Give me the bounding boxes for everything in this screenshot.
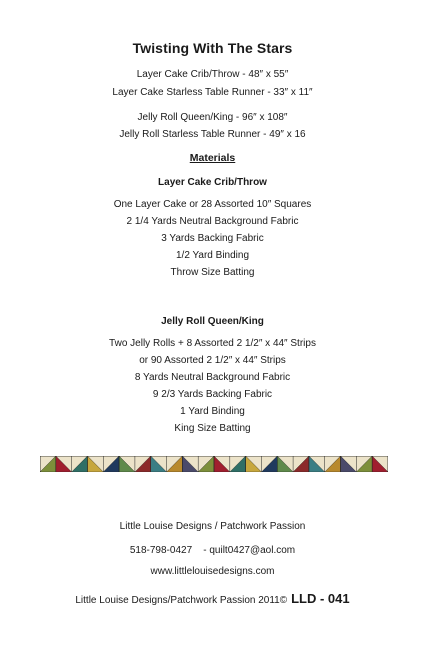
size-jelly-roll-queen: Jelly Roll Queen/King - 96″ x 108″ (137, 112, 288, 123)
jelly-roll-item: 1 Yard Binding (180, 406, 245, 417)
layer-cake-item: Throw Size Batting (170, 267, 255, 278)
layer-cake-item: 2 1/4 Yards Neutral Background Fabric (126, 216, 299, 227)
quilt-border-strip-illustration (40, 456, 388, 472)
pattern-title: Twisting With The Stars (132, 40, 293, 56)
footer-website: www.littlelouisedesigns.com (150, 566, 275, 577)
size-jelly-roll-runner: Jelly Roll Starless Table Runner - 49″ x 16 (119, 129, 306, 140)
size-layer-cake-throw: Layer Cake Crib/Throw - 48″ x 55″ (136, 69, 289, 80)
layer-cake-item: 3 Yards Backing Fabric (161, 233, 264, 244)
pattern-code: LLD - 041 (291, 591, 350, 606)
footer-company: Little Louise Designs / Patchwork Passion (119, 521, 306, 532)
footer-copyright-line (0, 590, 425, 608)
jelly-roll-item: 9 2/3 Yards Backing Fabric (152, 389, 273, 400)
size-layer-cake-runner: Layer Cake Starless Table Runner - 33″ x 11″ (112, 87, 313, 98)
jelly-roll-item: Two Jelly Rolls + 8 Assorted 2 1/2″ x 44″ Strips (109, 338, 316, 349)
layer-cake-item: One Layer Cake or 28 Assorted 10″ Squares (113, 199, 312, 210)
layer-cake-item: 1/2 Yard Binding (175, 250, 250, 261)
jelly-roll-heading: Jelly Roll Queen/King (161, 316, 264, 327)
materials-heading: Materials (189, 152, 236, 164)
footer-copyright: Little Louise Designs/Patchwork Passion 2011© (75, 595, 288, 606)
jelly-roll-item: 8 Yards Neutral Background Fabric (134, 372, 291, 383)
footer-contact: 518-798-0427 - quilt0427@aol.com (129, 545, 296, 556)
layer-cake-heading: Layer Cake Crib/Throw (158, 177, 267, 188)
jelly-roll-item: or 90 Assorted 2 1/2″ x 44″ Strips (139, 355, 286, 366)
jelly-roll-item: King Size Batting (174, 423, 251, 434)
